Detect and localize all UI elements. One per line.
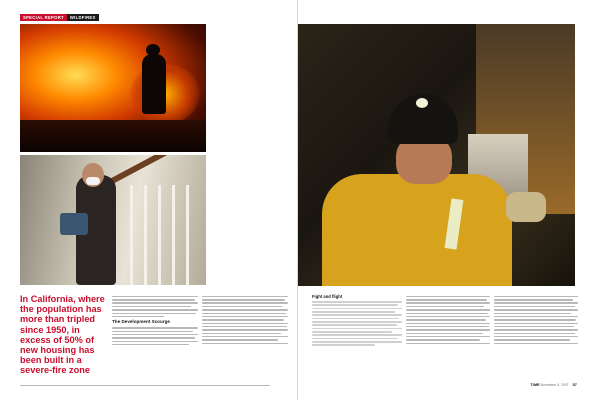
glove bbox=[506, 192, 546, 222]
caption-title: Fight and flight bbox=[312, 294, 343, 299]
body-column-3 bbox=[406, 294, 490, 346]
body-column-2 bbox=[202, 294, 288, 346]
issue-date: November 5, 2007 bbox=[540, 383, 569, 387]
baluster bbox=[130, 185, 133, 285]
firefighters-photo bbox=[298, 24, 575, 286]
folio bbox=[530, 383, 577, 387]
baluster bbox=[172, 185, 175, 285]
helmet-lamp bbox=[416, 98, 428, 108]
fence-silhouette bbox=[20, 120, 206, 152]
right-page bbox=[298, 0, 595, 400]
section-tag bbox=[20, 14, 99, 21]
section-tag-label: SPECIAL REPORT bbox=[20, 14, 67, 21]
baluster bbox=[186, 185, 189, 285]
firefighter-silhouette bbox=[142, 54, 166, 114]
baluster bbox=[144, 185, 147, 285]
carried-belongings bbox=[60, 213, 88, 235]
subhead: The Development Scourge bbox=[112, 319, 170, 325]
firefighter-coat bbox=[322, 174, 512, 286]
photo-caption bbox=[312, 294, 402, 348]
pull-quote: In California, where the population has more than tripled since 1950, in excess of 50% of new housing has been built in a severe-fire zone bbox=[20, 294, 105, 376]
left-page bbox=[0, 0, 297, 400]
section-tag-topic: WILDFIRES bbox=[67, 14, 99, 21]
wildfire-photo bbox=[20, 24, 206, 152]
face-mask bbox=[86, 177, 100, 185]
magazine-name: TIME bbox=[530, 383, 540, 387]
body-column-4 bbox=[494, 294, 578, 346]
page-number: 57 bbox=[572, 383, 577, 387]
evacuee-photo bbox=[20, 155, 206, 285]
baluster bbox=[158, 185, 161, 285]
body-column-1 bbox=[112, 294, 198, 347]
photo-credits bbox=[20, 383, 270, 387]
